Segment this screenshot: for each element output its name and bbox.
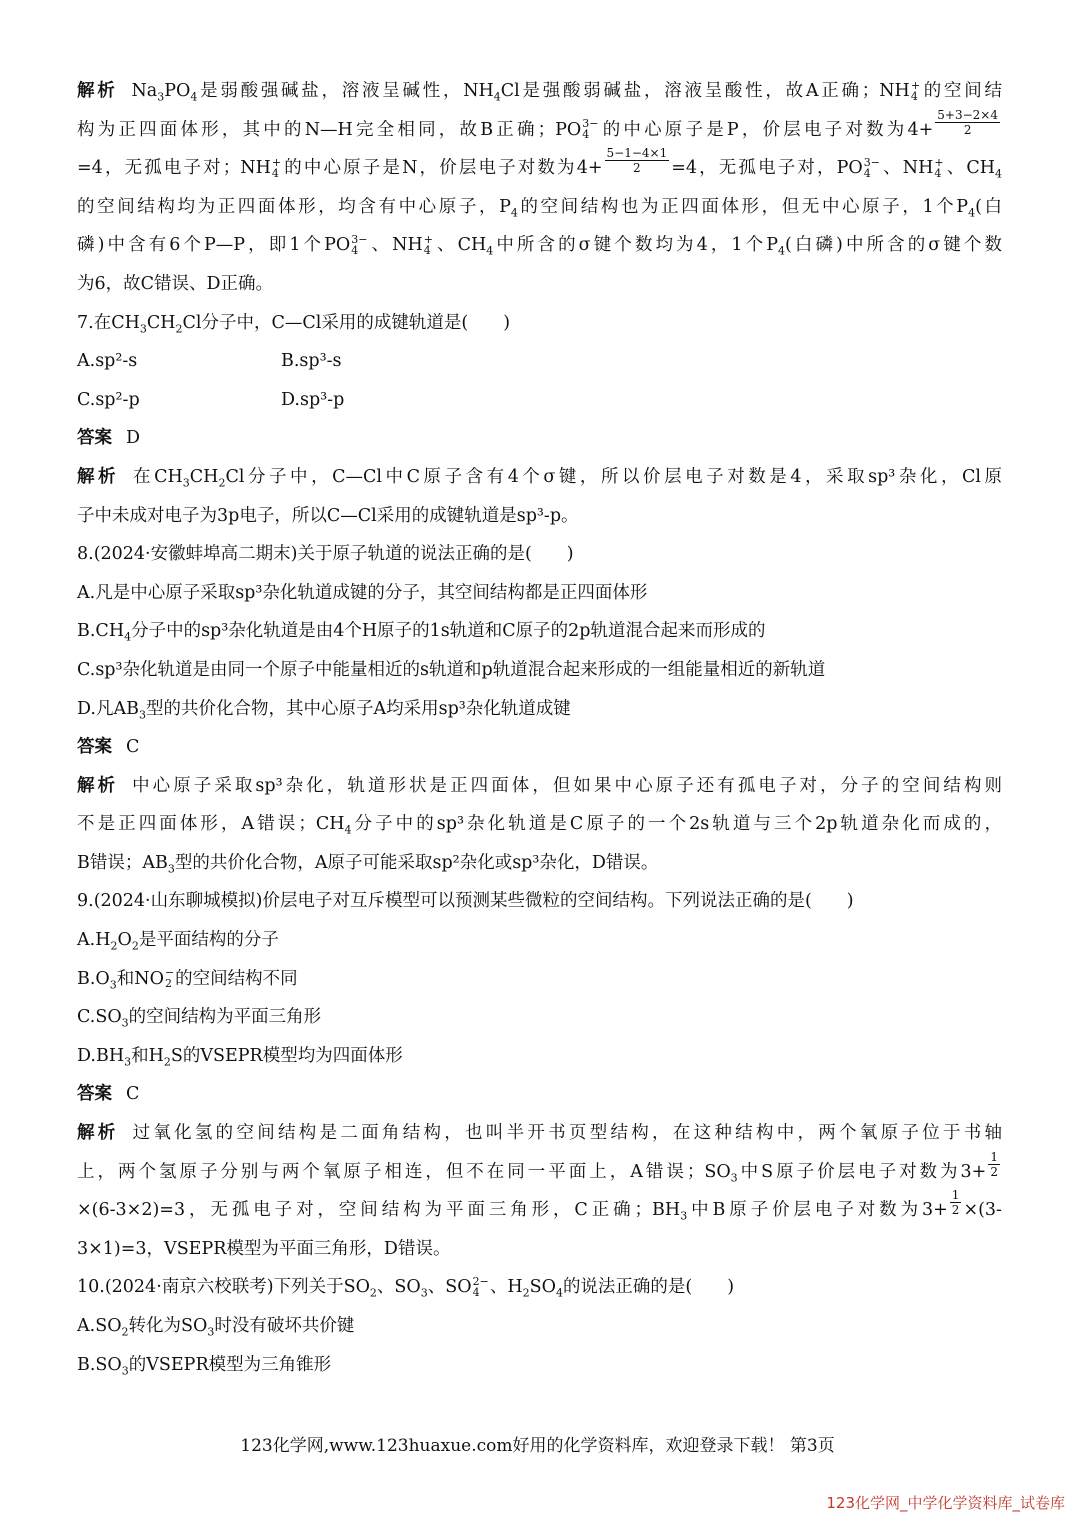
q8-answer: 答案 C (77, 737, 140, 758)
q9-option-b: $B.O_3$和NO − 2 的空间结构不同 (77, 966, 298, 992)
q7-explanation-line-1: 解析 在$CH_3CH_2Cl$分子中，C—Cl中C原子含有4个σ键，所以价层电子对数是4，采取sp³杂化，Cl原 (77, 466, 1003, 490)
q8-option-d: D.凡$AB_3$型的共价化合物，其中心原子A均采用sp³杂化轨道成键 (77, 698, 571, 721)
q8-explanation-line-2: 不是正四面体形，A错误；$CH_4$分子中的sp³杂化轨道是C原子的一个2s轨道与三个2p轨道杂化而成的， (77, 814, 1002, 837)
q9-answer: 答案 C (77, 1084, 140, 1105)
q9-explanation-line-1: 解析 过氧化氢的空间结构是二面角结构，也叫半开书页型结构，在这种结构中，两个氧原子位于书轴 (77, 1123, 1003, 1144)
q10-option-b: $B.SO_3$的VSEPR模型为三角锥形 (77, 1354, 332, 1378)
q8-option-a: A.凡是中心原子采取sp³杂化轨道成键的分子，其空间结构都是正四面体形 (77, 582, 648, 603)
q7-option-c: C.sp²-p (77, 389, 140, 410)
q7-stem: 7.在$CH_3CH_2Cl$分子中，C—Cl采用的成键轨道是( ) (77, 312, 511, 336)
q9-explanation-line-3: ×(6-3×2)=3，无孤电子对，空间结构为平面三角形，C正确；$BH_3$中B原子价层电子对数为3+ $\frac{1}{2}$ ×(3- (77, 1188, 1002, 1223)
q7-option-a: A.sp²-s (77, 351, 138, 372)
fraction: $\frac{5-1-4\times 1}{2}$ (606, 146, 668, 176)
q7-option-b: B.sp³-s (281, 351, 342, 372)
q8-stem: 8.(2024·安徽蚌埠高二期末)关于原子轨道的说法正确的是( ) (77, 544, 574, 565)
q8-explanation-line-1: 解析 中心原子采取sp³杂化，轨道形状是正四面体，但如果中心原子还有孤电子对，分子的空间结构则 (77, 775, 1002, 796)
q8-option-b: $B.CH_4$分子中的sp³杂化轨道是由4个H原子的1s轨道和C原子的2p轨道混合起来而形成的 (77, 621, 766, 644)
document-body (77, 72, 1002, 1384)
q8-explanation-line-3: B错误；$AB_3$型的共价化合物，A原子可能采取sp²杂化或sp³杂化，D错误。 (77, 852, 659, 876)
q9-option-c: $C.SO_3$的空间结构为平面三角形 (77, 1007, 322, 1030)
q9-option-a: $A.H_2O_2$是平面结构的分子 (77, 930, 279, 953)
q9-explanation-line-2: 上，两个氢原子分别与两个氧原子相连，但不在同一平面上，A错误；$SO_3$中S原子价层电子对数为3+ $\frac{1}{2}$ (77, 1149, 998, 1185)
q10-option-a: $A.SO_2$转化为$SO_3$时没有破坏共价键 (77, 1316, 355, 1339)
q6-explanation-line-4: 的空间结构均为正四面体形，均含有中心原子，$P_4$的空间结构也为正四面体形，但无中心原子，1个$P_4$(白 (77, 196, 1002, 220)
q9-explanation-line-4: 3×1)=3，VSEPR模型为平面三角形，D错误。 (77, 1238, 451, 1259)
fraction: $\frac{1}{2}$ (990, 1149, 998, 1179)
fraction: $\frac{5+3-2\times 4}{2}$ (937, 107, 998, 137)
q6-explanation-line-6: 为6，故C错误、D正确。 (77, 273, 274, 294)
q9-stem: 9.(2024·山东聊城模拟)价层电子对互斥模型可以预测某些微粒的空间结构。下列说法正确的是( ) (77, 891, 854, 912)
page-footer: 123化学网,www.123huaxue.com好用的化学资料库，欢迎登录下载！ 第3页 (240, 1436, 835, 1456)
q6-explanation-line-3: =4，无孤电子对；NH + 4 的中心原子是N，价层电子对数为4+ $\frac{5-1-4\times 1}{2}$ =4，无孤电子对，PO 3− 4 、NH + 4 、$CH_4$ (77, 146, 1002, 181)
q6-explanation-line-1: 解析 $Na_3PO_4$是弱酸强碱盐，溶液呈碱性，$NH_4Cl$是强酸弱碱盐，溶液呈酸性，故A正确；NH + 4 的空间结 (77, 78, 1003, 104)
q8-option-c: C.sp³杂化轨道是由同一个原子中能量相近的s轨道和p轨道混合起来形成的一组能量相近的新轨道 (77, 659, 826, 680)
explanation-label: 解析 (77, 81, 118, 101)
q6-explanation-line-5: 磷)中含有6个P—P，即1个PO 3− 4 、NH + 4 、$CH_4$中所含的σ键个数均为4，1个$P_4$(白磷)中所含的σ键个数 (77, 232, 1002, 258)
q7-answer: 答案 D (77, 428, 141, 449)
q7-explanation-line-2: 子中未成对电子为3p电子，所以C—Cl采用的成键轨道是sp³-p。 (77, 505, 579, 526)
q7-options-row-2 (77, 381, 1002, 420)
q10-stem: 10.(2024·南京六校联考)下列关于$SO_2$、$SO_3$、SO 2− 4 、$H_2SO_4$的说法正确的是( ) (77, 1274, 735, 1300)
fraction: $\frac{1}{2}$ (951, 1188, 960, 1218)
q7-options-row-1 (77, 342, 1002, 381)
q9-option-d: $D.BH_3$和$H_2S$的VSEPR模型均为四面体形 (77, 1045, 403, 1069)
q6-explanation-line-2: 构为正四面体形，其中的N—H完全相同，故B正确；PO 3− 4 的中心原子是P，价层电子对数为4+ $\frac{5+3-2\times 4}{2}$ (77, 107, 998, 142)
q7-option-d: D.sp³-p (281, 389, 345, 410)
watermark: 123化学网_中学化学资料库_试卷库 (826, 1494, 1065, 1512)
